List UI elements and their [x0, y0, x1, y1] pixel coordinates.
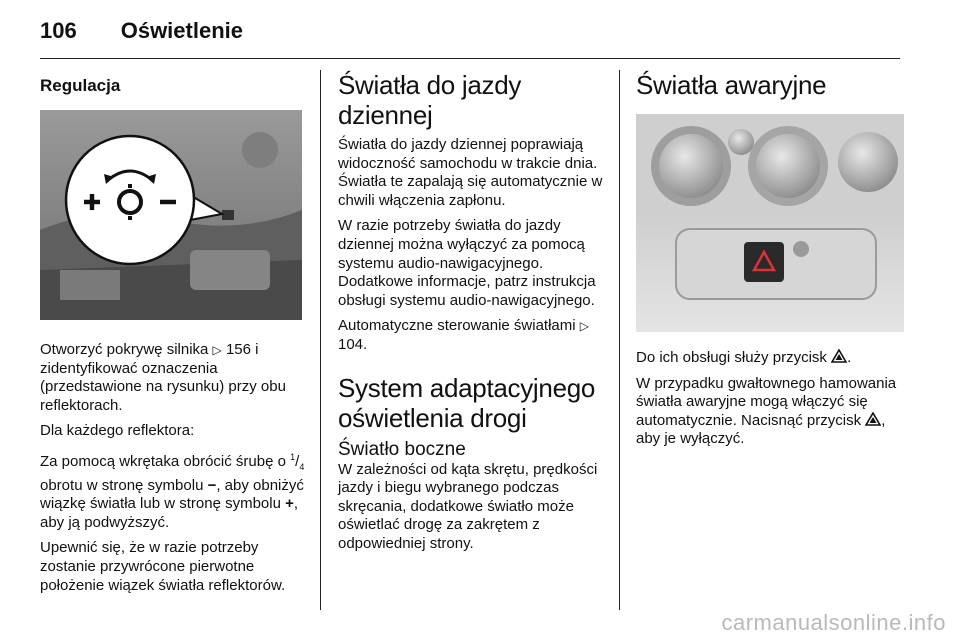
page-header [40, 18, 243, 48]
column-hazard-lights [636, 70, 908, 456]
section-heading-hazard-lights: Światła awaryjne [636, 70, 827, 100]
column-regulacja [40, 70, 306, 602]
paragraph-open-hood: Otworzyć pokrywę silnika ▷ 156 i zidentyfikować oznaczenia (przedstawione na rysunku) przy obu reflektorach. [40, 341, 286, 414]
column-divider-1 [320, 70, 321, 610]
headlight-adjustment-illustration [40, 110, 302, 320]
column-divider-2 [619, 70, 620, 610]
hazard-triangle-icon [831, 349, 847, 366]
hazard-switch-photo [636, 114, 904, 332]
paragraph-each-headlight: Dla każdego reflektora: [40, 422, 195, 440]
paragraph-restore-position: Upewnić się, że w razie potrzeby zostanie przywrócone pierwotne położenie wiązek światła reflektorów. [40, 539, 286, 594]
section-heading-daytime-lights: Światła do jazdy dziennej [338, 70, 522, 130]
page-number: 106 [40, 18, 77, 43]
page-ref-arrow-icon: ▷ [579, 319, 589, 334]
paragraph-screw-turn: Za pomocą wkrętaka obrócić śrubę o $^1/_4$ obrotu w stronę symbolu −, aby obniżyć wiązkę światła lub w stronę symbolu +, aby ją podwyższyć. [40, 451, 305, 531]
minus-symbol-icon: − [207, 476, 217, 494]
paragraph-auto-control: Automatyczne sterowanie światłami ▷ 104. [338, 317, 589, 353]
section-heading-regulacja: Regulacja [40, 76, 121, 95]
fraction-denominator: 4 [299, 461, 305, 472]
paragraph-hazard-button: Do ich obsługi służy przycisk . [636, 349, 852, 366]
paragraph-daytime-intro: Światła do jazdy dziennej poprawiają widoczność samochodu w trakcie dnia. Światła te zapalają się automatycznie w chwili włączenia zapłonu. [338, 136, 603, 209]
column-daytime-lights [338, 70, 610, 561]
page-ref-104[interactable]: 104 [338, 335, 364, 353]
hazard-triangle-icon [865, 412, 881, 429]
watermark: carmanualsonline.info [721, 610, 946, 635]
paragraph-hazard-auto: W przypadku gwałtownego hamowania światła awaryjne mogą włączyć się automatycznie. Nacisnąć przycisk , aby je wyłączyć. [636, 374, 897, 448]
page-ref-arrow-icon: ▷ [212, 343, 222, 357]
fraction-numerator: 1 [290, 451, 296, 462]
plus-symbol-icon: + [285, 495, 294, 513]
paragraph-cornering-light: W zależności od kąta skrętu, prędkości jazdy i biegu wybranego podczas skręcania, dodatkowe światło może oświetlać drogę za zakrętem z odpowiedniej strony. [338, 460, 598, 552]
paragraph-daytime-disable: W razie potrzeby światła do jazdy dziennej można wyłączyć za pomocą systemu audio-nawigacyjnego. Dodatkowe informacje, patrz instrukcja obsługi systemu audio-nawigacyjnego. [338, 217, 596, 309]
page-ref-156[interactable]: 156 [225, 341, 251, 358]
chapter-title: Oświetlenie [120, 18, 243, 43]
header-divider [40, 58, 900, 59]
subheading-cornering-light: Światło boczne [338, 438, 466, 460]
section-heading-adaptive-lighting: System adaptacyjnego oświetlenia drogi [338, 372, 596, 433]
